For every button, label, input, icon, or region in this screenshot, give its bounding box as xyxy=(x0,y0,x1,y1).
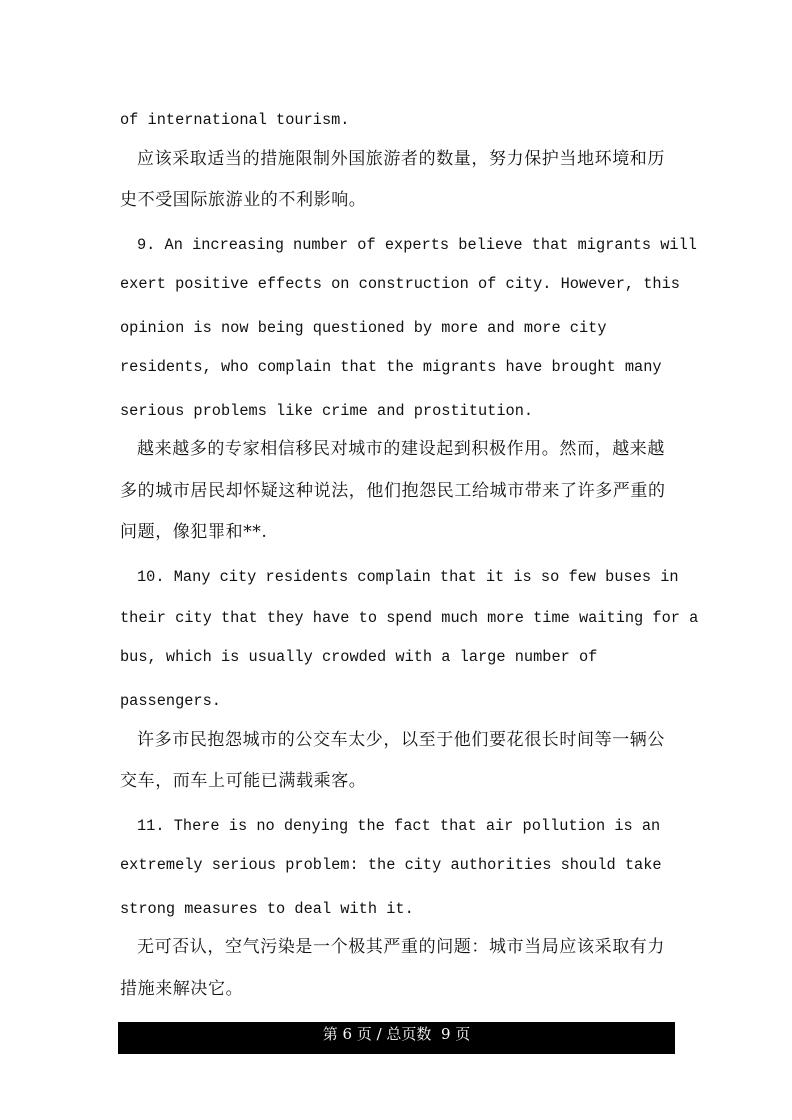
text-line: 11. There is no denying the fact that air pollution is an xyxy=(137,817,661,835)
text-line: 9. An increasing number of experts believe that migrants will xyxy=(137,236,697,254)
text-line: passengers. xyxy=(120,692,221,710)
text-line: 许多市民抱怨城市的公交车太少，以至于他们要花很长时间等一辆公 xyxy=(137,730,665,750)
text-line: their city that they have to spend much more time waiting for a xyxy=(120,609,699,627)
text-line: opinion is now being questioned by more and more city xyxy=(120,319,607,337)
page-number-label: 第 6 页 / 总页数 9 页 xyxy=(322,1025,471,1043)
page-footer xyxy=(118,1022,675,1054)
text-line: 多的城市居民却怀疑这种说法，他们抱怨民工给城市带来了许多严重的 xyxy=(120,481,666,501)
text-line: 应该采取适当的措施限制外国旅游者的数量，努力保护当地环境和历 xyxy=(137,149,665,169)
text-line: serious problems like crime and prostitution. xyxy=(120,402,534,420)
text-line: strong measures to deal with it. xyxy=(120,900,414,918)
text-line: extremely serious problem: the city authorities should take xyxy=(120,856,662,874)
text-line: 问题，像犯罪和**. xyxy=(120,522,268,542)
text-line: 交车，而车上可能已满载乘客。 xyxy=(120,771,367,791)
text-line: 10. Many city residents complain that it is so few buses in xyxy=(137,568,679,586)
text-line: 越来越多的专家相信移民对城市的建设起到积极作用。然而，越来越 xyxy=(137,439,665,459)
text-line: exert positive effects on construction of city. However, this xyxy=(120,275,680,293)
text-line: 无可否认，空气污染是一个极其严重的问题：城市当局应该采取有力 xyxy=(137,937,665,957)
text-line: 史不受国际旅游业的不利影响。 xyxy=(120,190,367,210)
text-line: bus, which is usually crowded with a large number of xyxy=(120,648,598,666)
text-line: residents, who complain that the migrants have brought many xyxy=(120,358,662,376)
text-line: 措施来解决它。 xyxy=(120,979,244,999)
text-line: of international tourism. xyxy=(120,111,350,129)
